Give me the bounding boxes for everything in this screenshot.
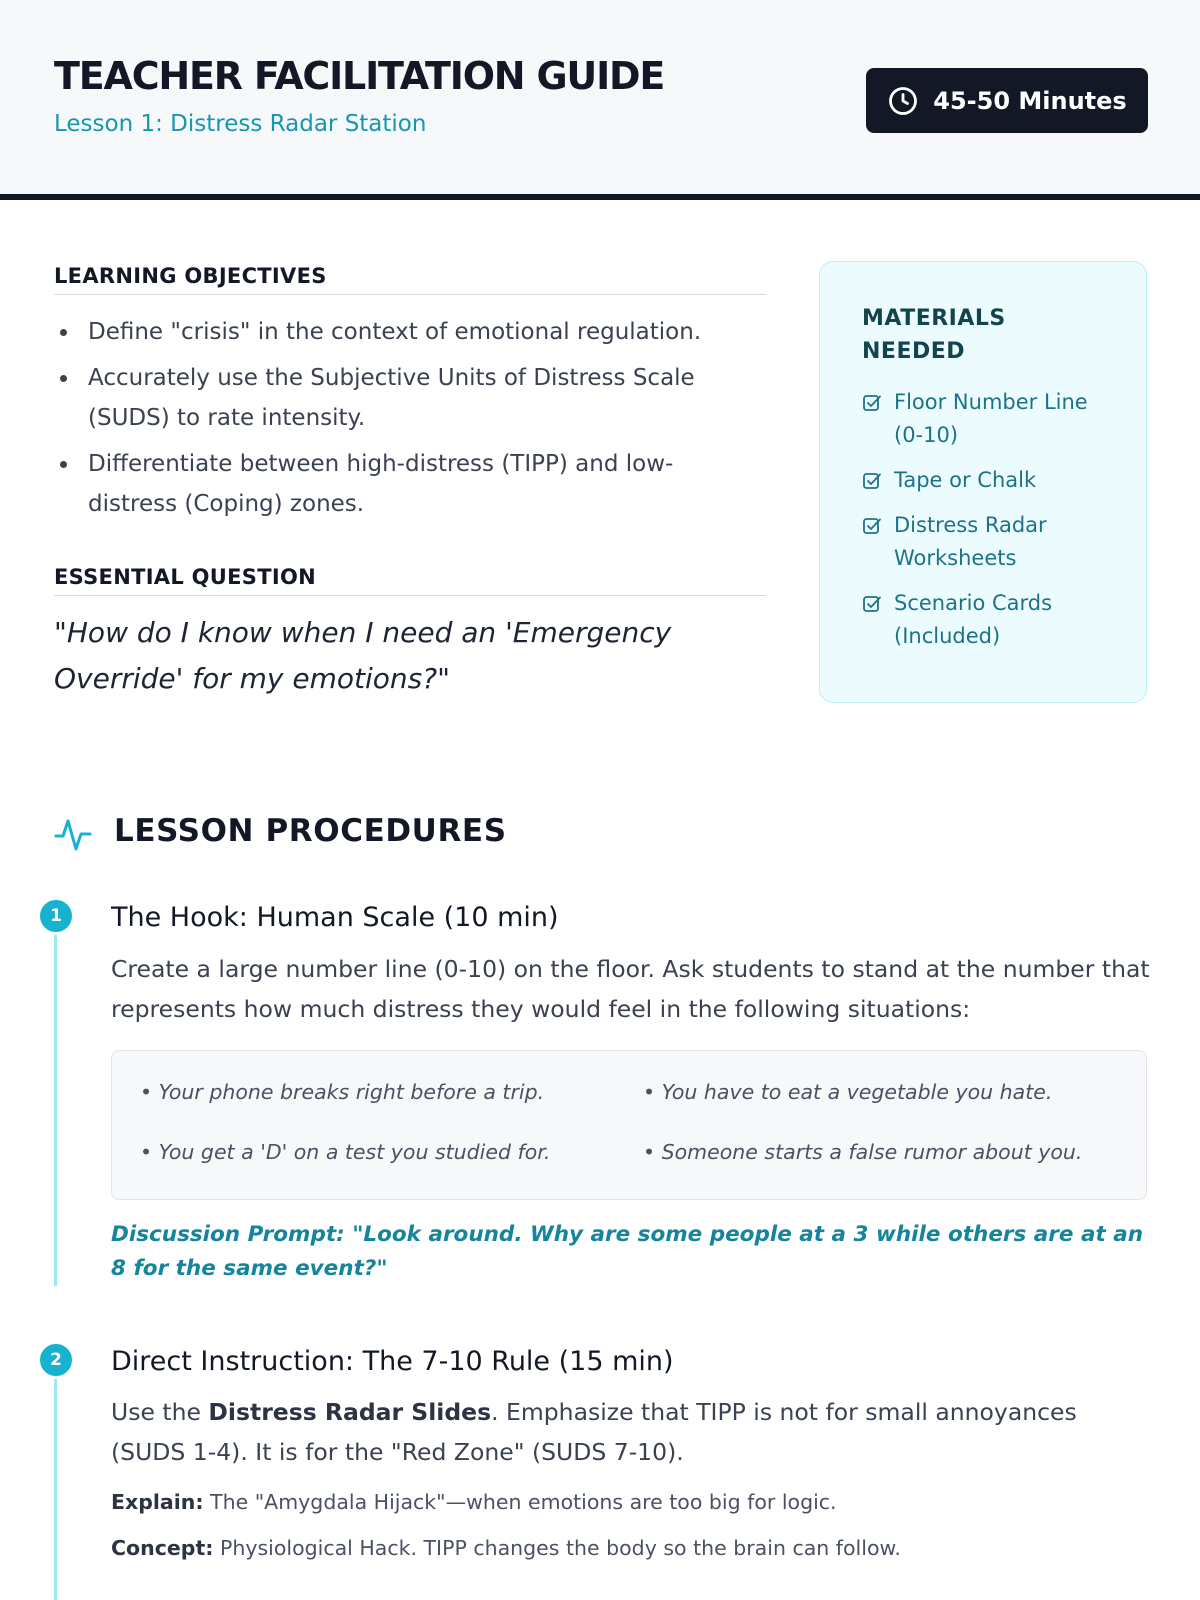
step-number-badge: 1: [37, 897, 75, 935]
material-label: Floor Number Line (0-10): [894, 390, 1088, 447]
objective-item: Differentiate between high-distress (TIPP) and low-distress (Coping) zones.: [54, 444, 754, 524]
explain-note: Explain: The "Amygdala Hijack"—when emotions are too big for logic.: [111, 1490, 837, 1514]
step-description: Create a large number line (0-10) on the floor. Ask students to stand at the number that represents how much distress they would feel in the following situations:: [111, 955, 1150, 1023]
section-divider: [54, 294, 766, 295]
activity-pulse-icon: [54, 815, 92, 853]
essential-question-heading: ESSENTIAL QUESTION: [54, 565, 316, 589]
step-timeline: [54, 918, 57, 1286]
essential-question-text: "How do I know when I need an 'Emergency Override' for my emotions?": [54, 616, 672, 695]
material-label: Scenario Cards (Included): [894, 591, 1053, 648]
clock-icon: [887, 85, 919, 117]
material-item: [862, 464, 1116, 497]
scenario-item: • You have to eat a vegetable you hate.: [643, 1080, 1053, 1104]
checkbox-icon: [862, 393, 882, 413]
lesson-subtitle: Lesson 1: Distress Radar Station: [54, 111, 427, 137]
discussion-prompt: Discussion Prompt: "Look around. Why are some people at a 3 while others are at an 8 for the same event?": [111, 1222, 1144, 1281]
concept-note: Concept: Physiological Hack. TIPP changes the body so the brain can follow.: [111, 1536, 901, 1560]
step-title: Direct Instruction: The 7-10 Rule (15 min): [111, 1346, 674, 1377]
material-item: [862, 509, 1116, 575]
objective-item: Accurately use the Subjective Units of Distress Scale (SUDS) to rate intensity.: [54, 358, 754, 438]
page-header: [0, 0, 1200, 200]
learning-objectives-heading: LEARNING OBJECTIVES: [54, 264, 327, 288]
step-description: Use the Distress Radar Slides. Emphasize that TIPP is not for small annoyances (SUDS 1-4). It is for the "Red Zone" (SUDS 7-10).: [111, 1398, 1077, 1466]
scenario-item: • Someone starts a false rumor about you.: [643, 1140, 1083, 1164]
objective-item: Define "crisis" in the context of emotional regulation.: [54, 312, 754, 352]
objectives-list: [54, 312, 754, 530]
material-label: Distress Radar Worksheets: [894, 513, 1047, 570]
section-divider: [54, 595, 766, 596]
duration-text: 45-50 Minutes: [933, 86, 1127, 115]
checkbox-icon: [862, 594, 882, 614]
step-number-badge: 2: [37, 1341, 75, 1379]
duration-badge: [866, 68, 1148, 133]
material-label: Tape or Chalk: [894, 468, 1037, 492]
step-timeline: [54, 1361, 57, 1600]
material-item: [862, 587, 1116, 653]
slides-reference: Distress Radar Slides: [208, 1398, 492, 1426]
step-title: The Hook: Human Scale (10 min): [111, 902, 559, 933]
procedures-heading: LESSON PROCEDURES: [114, 813, 507, 849]
materials-heading: MATERIALS NEEDED: [862, 306, 1006, 364]
material-item: [862, 386, 1116, 452]
materials-panel: [819, 261, 1147, 703]
checkbox-icon: [862, 471, 882, 491]
scenario-item: • Your phone breaks right before a trip.: [140, 1080, 545, 1104]
page-title: TEACHER FACILITATION GUIDE: [54, 54, 665, 98]
scenario-list: [111, 1050, 1147, 1200]
checkbox-icon: [862, 516, 882, 536]
scenario-item: • You get a 'D' on a test you studied for.: [140, 1140, 551, 1164]
